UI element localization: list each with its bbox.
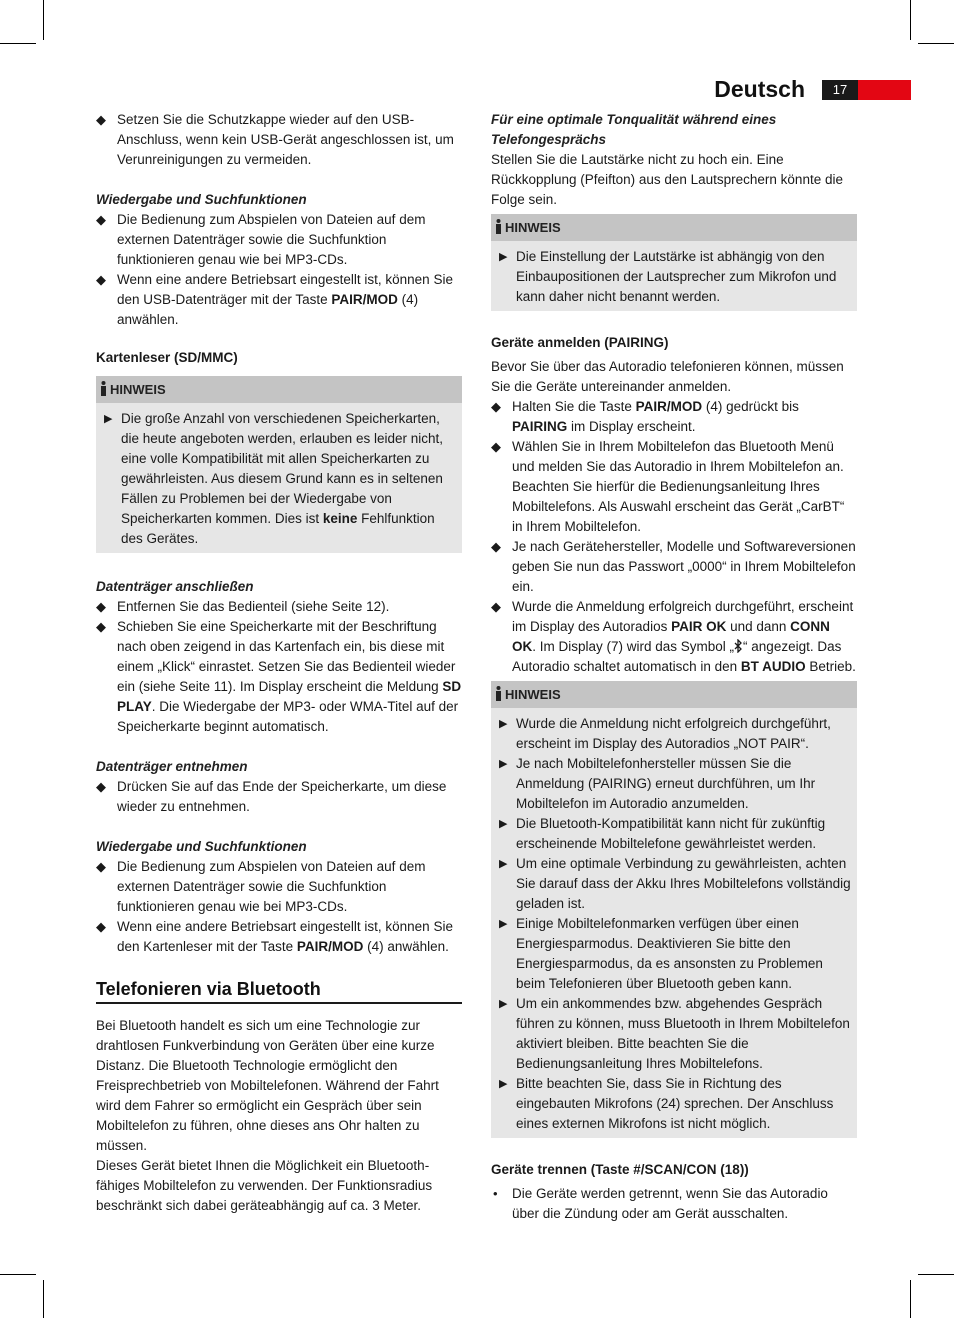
section-heading: Wiedergabe und Suchfunktionen [96, 192, 307, 207]
triangle-bullet-icon: ▶ [499, 758, 508, 770]
triangle-bullet-icon: ▶ [499, 718, 508, 730]
triangle-bullet-icon: ▶ [499, 818, 508, 830]
list-item: ▶ Bitte beachten Sie, dass Sie in Richtung des eingebauten Mikrofons (24) sprechen. Der Anschluss eines externen Mikrofons ist nicht möglich. [499, 1076, 834, 1131]
crop-mark [43, 1280, 44, 1318]
info-icon [495, 686, 502, 701]
list-item: ◆ Je nach Gerätehersteller, Modelle und Softwareversionen geben Sie nun das Passwort „0000“ in Ihrem Mobiltelefon ein. [491, 539, 856, 594]
paragraph: Bevor Sie über das Autoradio telefonieren können, müssen Sie die Geräte untereinander anmelden. [491, 359, 844, 394]
list-item: ▶ Je nach Mobiltelefonhersteller müssen Sie die Anmeldung (PAIRING) erneut durchführen, um Ihr Mobiltelefon im Autoradio anzumelden. [499, 756, 816, 811]
info-icon [100, 381, 107, 396]
triangle-bullet-icon: ▶ [104, 413, 113, 425]
note-header: HINWEIS [491, 681, 857, 708]
list-item: ◆ Die Bedienung zum Abspielen von Dateien auf dem externen Datenträger sowie die Suchfunktion funktionieren genau wie bei MP3-CDs. [96, 859, 426, 914]
paragraph: Dieses Gerät bietet Ihnen die Möglichkeit ein Bluetooth-fähiges Mobiltelefon zu verwenden. Der Funktionsradius beschränkt sich dabei geräteabhängig auf ca. 3 Meter. [96, 1158, 433, 1213]
list-item: ▶ Um eine optimale Verbindung zu gewährleisten, achten Sie darauf dass der Akku Ihres Mobiltelefons vollständig geladen ist. [499, 856, 851, 911]
list-item: ▶ Die große Anzahl von verschiedenen Speicherkarten, die heute angeboten werden, erlauben es leider nicht, eine volle Kompatibilität mit allen Speicherkarten zu gewährleisten. Aus diesem Grund kann es in seltenen Fällen zu Problemen bei der Wiedergabe von Speicherkarten kommen. Dies ist keine Fehlfunktion des Gerätes. [104, 411, 443, 546]
diamond-bullet-icon: ◆ [491, 539, 501, 554]
chapter-heading: Telefonieren via Bluetooth [96, 979, 462, 1004]
list-item: ◆ Wenn eine andere Betriebsart eingestellt ist, können Sie den USB-Datenträger mit der Taste PAIR/MOD (4) anwählen. [96, 272, 453, 327]
section-heading: Geräte anmelden (PAIRING) [491, 335, 669, 350]
crop-mark [0, 1274, 36, 1275]
list-item: ◆ Wenn eine andere Betriebsart eingestellt ist, können Sie den Kartenleser mit der Taste PAIR/MOD (4) anwählen. [96, 919, 453, 954]
diamond-bullet-icon: ◆ [96, 619, 106, 634]
diamond-bullet-icon: ◆ [96, 779, 106, 794]
list-item: ▶ Die Einstellung der Lautstärke ist abhängig von den Einbaupositionen der Lautsprecher zum Mikrofon und kann daher nicht benannt werden. [499, 249, 837, 304]
crop-mark [910, 0, 911, 40]
diamond-bullet-icon: ◆ [491, 399, 501, 414]
bluetooth-icon [734, 639, 743, 653]
dot-bullet-icon: • [493, 1186, 498, 1201]
section-heading: Datenträger entnehmen [96, 759, 248, 774]
diamond-bullet-icon: ◆ [96, 859, 106, 874]
triangle-bullet-icon: ▶ [499, 251, 508, 263]
list-item: • Die Geräte werden getrennt, wenn Sie das Autoradio über die Zündung oder am Gerät ausschalten. [493, 1186, 828, 1221]
paragraph: Stellen Sie die Lautstärke nicht zu hoch ein. Eine Rückkopplung (Pfeifton) aus den Lautsprechern könnte die Folge sein. [491, 152, 843, 207]
page-language-title: Deutsch [714, 76, 805, 102]
list-item: ◆ Wählen Sie in Ihrem Mobiltelefon das Bluetooth Menü und melden Sie das Autoradio in Ihrem Mobiltelefon an. Beachten Sie hierfür die Bedienungsanleitung Ihres Mobiltelefons. Als Auswahl erscheint das Gerät „CarBT“ in Ihrem Mobiltelefon. [491, 439, 845, 534]
list-item: ▶ Um ein ankommendes bzw. abgehendes Gespräch führen zu können, muss Bluetooth in Ihrem Mobiltelefon aktiviert bleiben. Bitte beachten Sie die Bedienungsanleitung Ihres Mobiltelefons. [499, 996, 850, 1071]
triangle-bullet-icon: ▶ [499, 1078, 508, 1090]
diamond-bullet-icon: ◆ [491, 599, 501, 614]
accent-bar [858, 80, 911, 100]
list-item: ◆ Schieben Sie eine Speicherkarte mit der Beschriftung nach oben zeigend in das Kartenfach ein, bis diese mit einem „Klick“ einrastet. Setzen Sie das Bedienteil wieder ein (siehe Seite 11). Im Display erscheint die Meldung SD PLAY. Die Wiedergabe der MP3- oder WMA-Titel auf der Speicherkarte beginnt automatisch. [96, 619, 462, 734]
section-heading: Wiedergabe und Suchfunktionen [96, 839, 307, 854]
section-heading: Für eine optimale Tonqualität während eines Telefongesprächs [491, 112, 777, 147]
crop-mark [918, 1274, 954, 1275]
list-item: ◆ Wurde die Anmeldung erfolgreich durchgeführt, erscheint im Display des Autoradios PAIR OK und dann CONN OK. Im Display (7) wird das Symbol „ “ angezeigt. Das Autoradio schaltet automatisch in den BT AUDIO Betrieb. [491, 599, 856, 674]
note-box [491, 681, 857, 1138]
list-item: ◆ Setzen Sie die Schutzkappe wieder auf den USB-Anschluss, wenn kein USB-Gerät angeschlossen ist, um Verunreinigungen zu vermeiden. [96, 112, 454, 167]
list-item: ◆ Halten Sie die Taste PAIR/MOD (4) gedrückt bis PAIRING im Display erscheint. [491, 399, 799, 434]
crop-mark [910, 1280, 911, 1318]
crop-mark [918, 43, 954, 44]
paragraph: Bei Bluetooth handelt es sich um eine Technologie zur drahtlosen Funkverbindung von Geräten über eine kurze Distanz. Die Bluetooth Technologie ermöglicht den Freisprechbetrieb von Mobiltelefonen. Während der Fahrt wird dem Fahrer so ermöglicht ein Gespräch über sein Mobiltelefon zu führen, ohne dieses ans Ohr halten zu müssen. [96, 1018, 439, 1153]
crop-mark [0, 43, 36, 44]
diamond-bullet-icon: ◆ [96, 112, 106, 127]
note-box [96, 376, 462, 553]
list-item: ▶ Wurde die Anmeldung nicht erfolgreich durchgeführt, erscheint im Display des Autoradios „NOT PAIR“. [499, 716, 831, 751]
page-number: 17 [822, 80, 858, 100]
triangle-bullet-icon: ▶ [499, 858, 508, 870]
diamond-bullet-icon: ◆ [96, 919, 106, 934]
triangle-bullet-icon: ▶ [499, 998, 508, 1010]
right-column [491, 110, 857, 1224]
info-icon [495, 219, 502, 234]
note-header: HINWEIS [96, 376, 462, 403]
section-heading: Geräte trennen (Taste #/SCAN/CON (18)) [491, 1162, 749, 1177]
list-item: ▶ Einige Mobiltelefonmarken verfügen über einen Energiesparmodus. Deaktivieren Sie bitte den Energiesparmodus, da es ansonsten zu Problemen beim Telefonieren über Bluetooth geben kann. [499, 916, 823, 991]
triangle-bullet-icon: ▶ [499, 918, 508, 930]
list-item: ▶ Die Bluetooth-Kompatibilität kann nicht für zukünftig erscheinende Mobiltelefone gewährleistet werden. [499, 816, 826, 851]
list-item: ◆ Entfernen Sie das Bedienteil (siehe Seite 12). [96, 597, 462, 617]
diamond-bullet-icon: ◆ [96, 272, 106, 287]
list-item: ◆ Die Bedienung zum Abspielen von Dateien auf dem externen Datenträger sowie die Suchfunktion funktionieren genau wie bei MP3-CDs. [96, 212, 426, 267]
list-item: ◆ Drücken Sie auf das Ende der Speicherkarte, um diese wieder zu entnehmen. [96, 779, 447, 814]
note-box [491, 214, 857, 311]
crop-mark [43, 0, 44, 40]
note-header: HINWEIS [491, 214, 857, 241]
diamond-bullet-icon: ◆ [96, 599, 106, 614]
diamond-bullet-icon: ◆ [96, 212, 106, 227]
diamond-bullet-icon: ◆ [491, 439, 501, 454]
left-column [96, 110, 462, 1216]
section-heading: Datenträger anschließen [96, 579, 254, 594]
section-heading: Kartenleser (SD/MMC) [96, 350, 238, 365]
